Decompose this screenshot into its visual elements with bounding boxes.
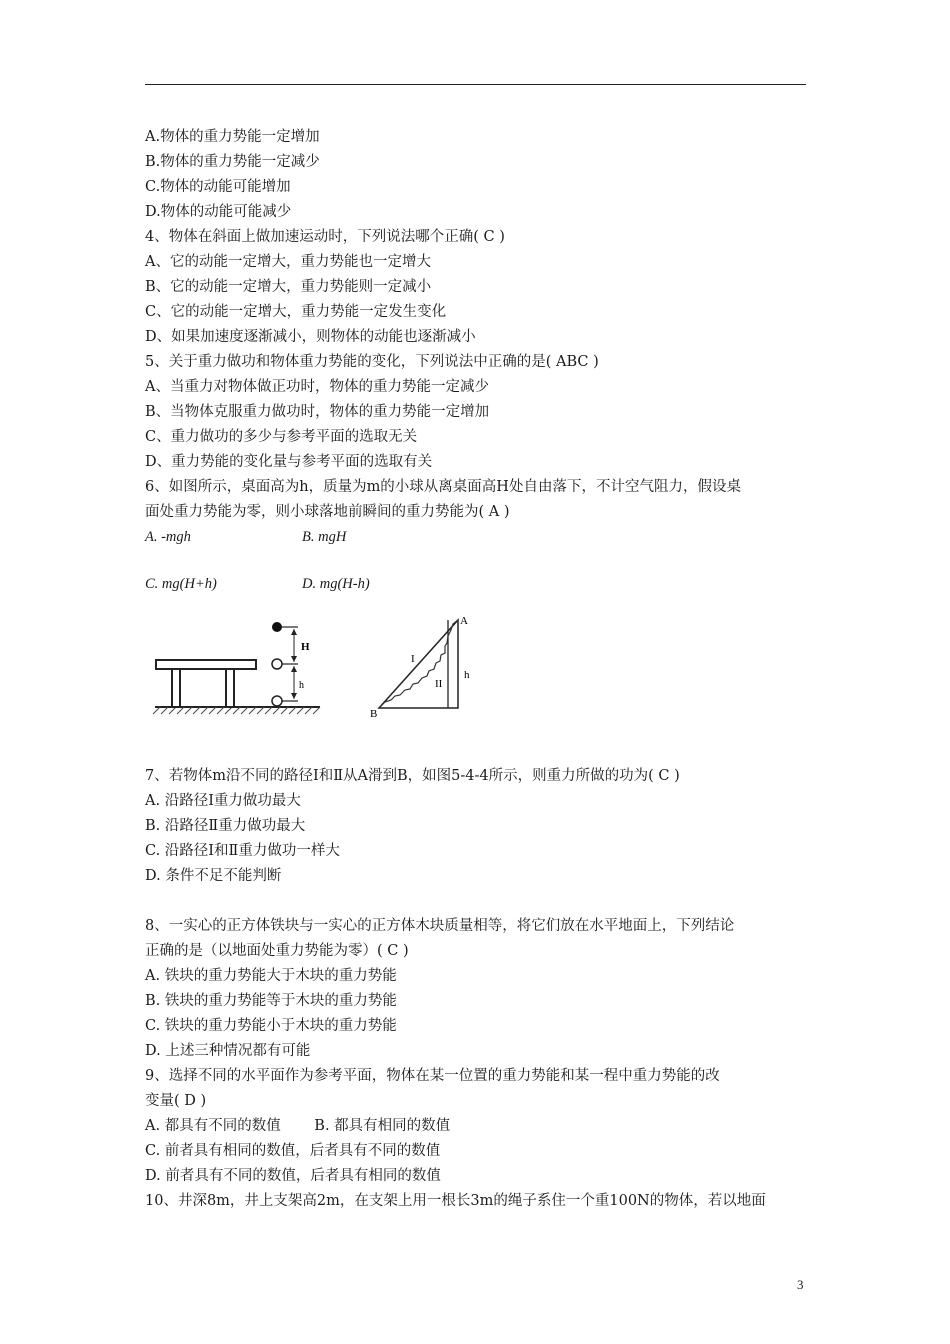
- option-line: C、重力做功的多少与参考平面的选取无关: [145, 429, 418, 445]
- question-8: 8、一实心的正方体铁块与一实心的正方体木块质量相等，将它们放在水平地面上，下列结论: [145, 918, 735, 934]
- q6-option-a: A. -mgh: [145, 529, 191, 545]
- label-B: B: [370, 708, 378, 720]
- option-line: B、它的动能一定增大，重力势能则一定减小: [145, 279, 432, 295]
- option-line: A.物体的重力势能一定增加: [145, 129, 320, 145]
- option-line: C、它的动能一定增大，重力势能一定发生变化: [145, 304, 447, 320]
- question-6: 6、如图所示，桌面高为h，质量为m的小球从离桌面高H处自由落下，不计空气阻力，假设桌: [145, 479, 741, 495]
- question-10: 10、井深8m，井上支架高2m，在支架上用一根长3m的绳子系住一个重100N的物体，若以地面: [145, 1193, 766, 1209]
- label-A: A: [460, 615, 468, 627]
- page-number: 3: [797, 1277, 804, 1292]
- question-8-cont: 正确的是（以地面处重力势能为零）( C ): [145, 943, 409, 959]
- q6-option-b: B. mgH: [302, 529, 347, 545]
- option-line: A、当重力对物体做正功时，物体的重力势能一定减少: [145, 379, 489, 395]
- question-6-cont: 面处重力势能为零，则小球落地前瞬间的重力势能为( A ): [145, 504, 510, 520]
- option-line: B. 铁块的重力势能等于木块的重力势能: [145, 993, 397, 1009]
- label-slope-h: h: [464, 669, 470, 681]
- slope-paths-figure: [365, 610, 485, 722]
- question-9: 9、选择不同的水平面作为参考平面，物体在某一位置的重力势能和某一程中重力势能的改: [145, 1068, 720, 1084]
- option-line: D. 条件不足不能判断: [145, 868, 282, 884]
- header-rule: [145, 84, 806, 85]
- table-ball-figure: [150, 615, 325, 720]
- option-line: B.物体的重力势能一定减少: [145, 154, 320, 170]
- label-path-II: II: [435, 678, 443, 690]
- q6-option-d: D. mg(H-h): [302, 576, 370, 592]
- question-5: 5、关于重力做功和物体重力势能的变化，下列说法中正确的是( ABC ): [145, 354, 599, 370]
- question-4: 4、物体在斜面上做加速运动时，下列说法哪个正确( C ): [145, 229, 505, 245]
- q6-option-c: C. mg(H+h): [145, 576, 217, 592]
- option-line: C. 铁块的重力势能小于木块的重力势能: [145, 1018, 397, 1034]
- label-path-I: I: [411, 653, 415, 665]
- option-line: D. 前者具有不同的数值，后者具有相同的数值: [145, 1168, 441, 1184]
- question-9-cont: 变量( D ): [145, 1093, 207, 1109]
- option-line: C.物体的动能可能增加: [145, 179, 291, 195]
- option-line: A. 都具有不同的数值 B. 都具有相同的数值: [145, 1118, 451, 1134]
- option-line: D、重力势能的变化量与参考平面的选取有关: [145, 454, 433, 470]
- option-line: D、如果加速度逐渐减小，则物体的动能也逐渐减小: [145, 329, 476, 345]
- option-line: B、当物体克服重力做功时，物体的重力势能一定增加: [145, 404, 490, 420]
- option-line: A、它的动能一定增大，重力势能也一定增大: [145, 254, 431, 270]
- label-H: H: [301, 641, 310, 653]
- option-line: A. 沿路径Ⅰ重力做功最大: [145, 793, 301, 809]
- option-line: D.物体的动能可能减少: [145, 204, 292, 220]
- option-line: D. 上述三种情况都有可能: [145, 1043, 311, 1059]
- option-line: C. 沿路径Ⅰ和Ⅱ重力做功一样大: [145, 843, 340, 859]
- label-h: h: [299, 680, 304, 691]
- option-line: A. 铁块的重力势能大于木块的重力势能: [145, 968, 397, 984]
- option-line: C. 前者具有相同的数值，后者具有不同的数值: [145, 1143, 441, 1159]
- option-line: B. 沿路径Ⅱ重力做功最大: [145, 818, 306, 834]
- question-7: 7、若物体m沿不同的路径Ⅰ和Ⅱ从A滑到B，如图5-4-4所示，则重力所做的功为( C ): [145, 768, 680, 784]
